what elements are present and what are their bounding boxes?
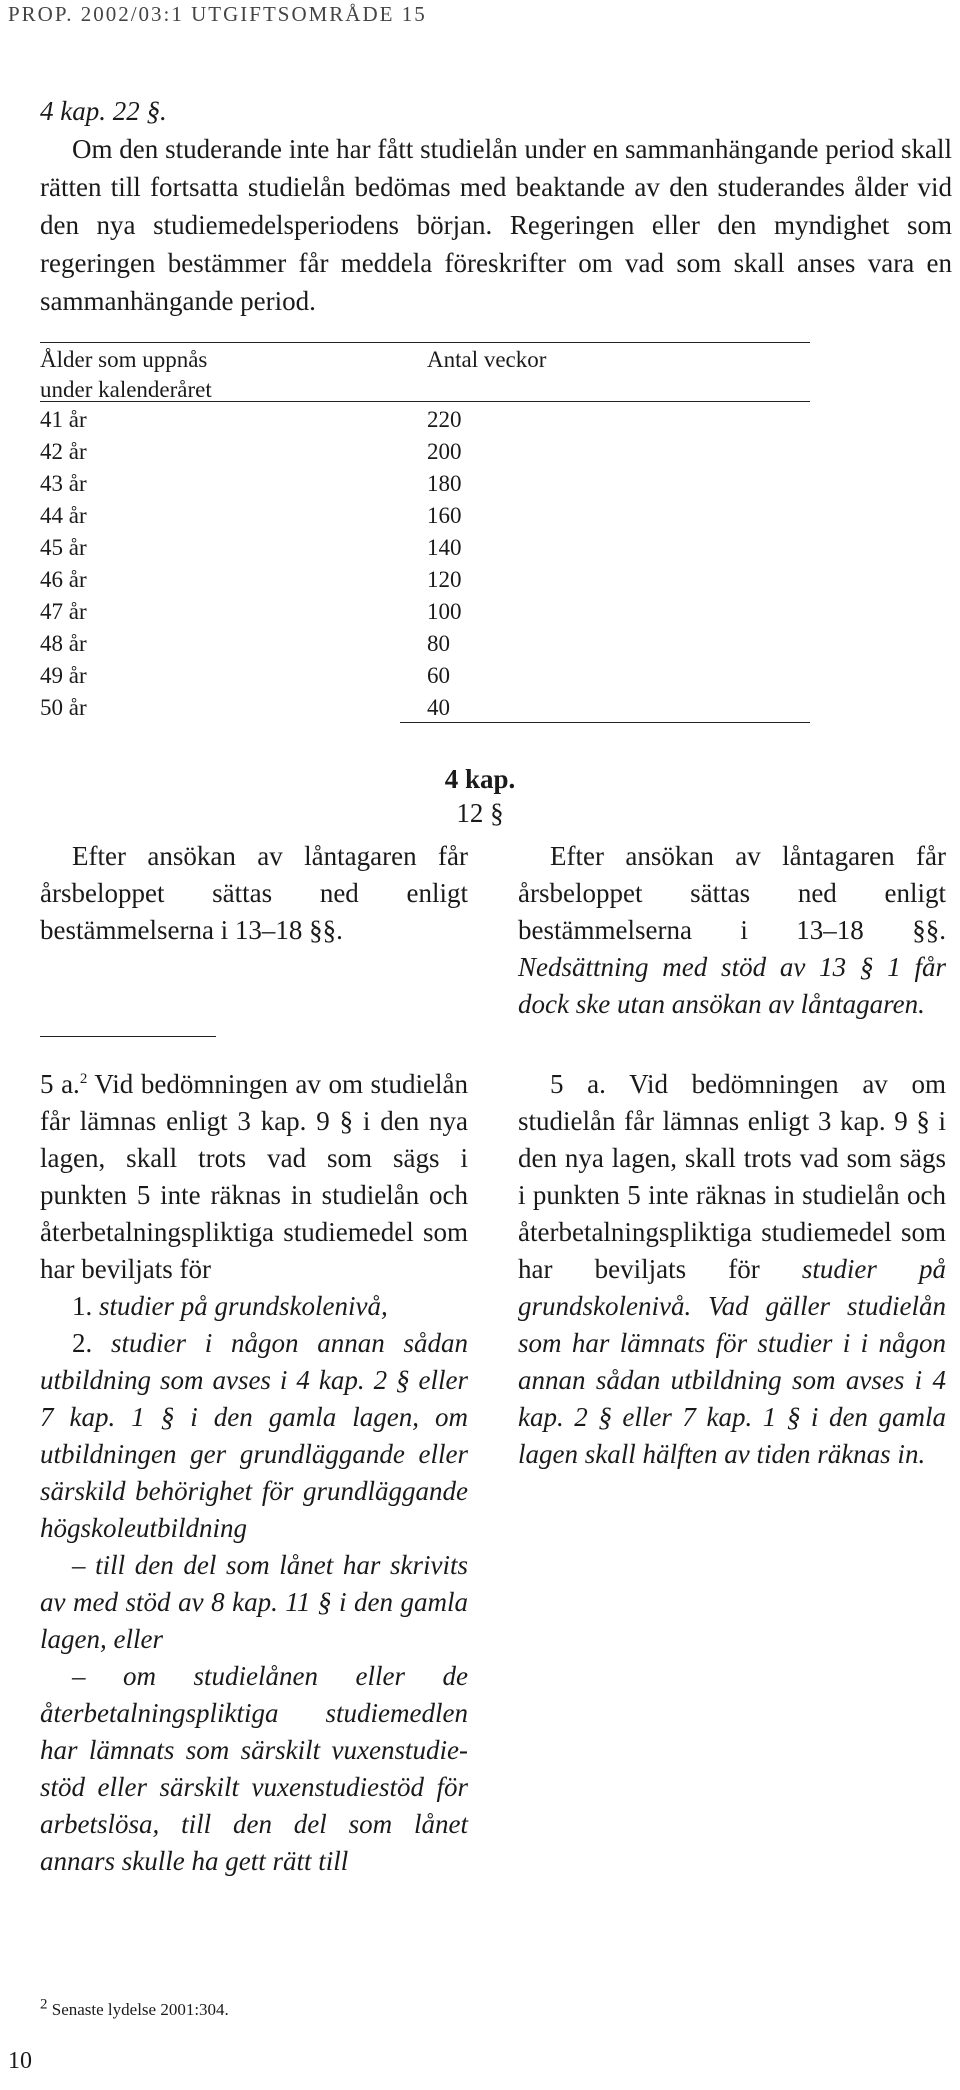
table-body [40, 407, 810, 727]
table-cell-weeks: 160 [427, 503, 462, 528]
table-cell-age: 48 år [40, 631, 87, 656]
dash-item-1: – till den del som lånet har skrivits av med stöd av 8 kap. 11 § i den gamla lagen, eller [40, 1550, 468, 1654]
table-cell-weeks: 140 [427, 535, 462, 560]
table-cell-weeks: 180 [427, 471, 462, 496]
intro-section [40, 92, 952, 320]
list-item-2: studier i någon annan sådan utbildning som avses i 4 kap. 2 § eller 7 kap. 1 § i den gamla lagen, om utbildningen ger grundläggande eller särskild behörighet för grundläggande högskoleutbildning [40, 1328, 468, 1543]
table-cell-age: 49 år [40, 663, 87, 688]
footnote-number: 2 [40, 1996, 48, 2013]
page-number: 10 [8, 2048, 32, 2074]
table-header-rule [40, 401, 810, 402]
right-p2-text: Vid bedömningen av om studielån får lämnas enligt 3 kap. 9 § i den nya lagen, skall trots vad som sägs i punkten 5 inte räknas in studielån och återbetalningspliktiga studiemedel som har beviljats för [518, 1069, 946, 1284]
running-header: PROP. 2002/03:1 UTGIFTSOMRÅDE 15 [8, 2, 427, 26]
table-cell-weeks: 60 [427, 663, 450, 688]
table-cell-age: 43 år [40, 471, 87, 496]
intro-heading: 4 kap. 22 §. [40, 96, 167, 126]
right-p1-text: Efter ansökan av låntagaren får årsbeloppet sättas ned enligt bestämmelserna i 13–18 §§. [518, 841, 946, 945]
table-bottom-rule [400, 722, 810, 723]
table-header-age-line1: Ålder som uppnås [40, 347, 208, 372]
table-cell-weeks: 80 [427, 631, 450, 656]
right-column-p2 [518, 1066, 946, 1473]
chapter-section: 12 § [456, 798, 504, 828]
table-header [40, 347, 810, 407]
left-p2-text: Vid bedömningen av om studielån får lämnas enligt 3 kap. 9 § i den nya lagen, skall trots vad som sägs i punkten 5 inte räknas in studielån och återbetalningspliktiga studiemedel som har beviljats för [40, 1069, 469, 1284]
footnote-separator [40, 1036, 216, 1037]
table-cell-age: 46 år [40, 567, 87, 592]
list-item-2-num: 2. [72, 1328, 93, 1358]
left-p2-label: 5 a. [40, 1069, 80, 1099]
chapter-title: 4 kap. [444, 764, 516, 794]
footnote-ref: 2 [79, 1071, 88, 1087]
list-item-1-num: 1. [72, 1291, 93, 1321]
right-column-p1 [518, 838, 946, 1023]
right-p2-italic: studier på grundskolenivå. Vad gäller studielån som har lämnats för studier i i någon annan sådan utbildning som avses i 4 kap. 2 § eller 7 kap. 1 § i den gamla lagen skall hälften av tiden räknas in. [518, 1254, 946, 1469]
right-p1-italic: Nedsättning med stöd av 13 § 1 får dock ske utan ansökan av låntagaren. [518, 952, 946, 1019]
footnote [40, 1996, 229, 2020]
table-header-weeks: Antal veckor [427, 347, 547, 372]
intro-paragraph: Om den studerande inte har fått studielån under en sammanhängande period skall rätten till fortsatta studielån bedömas med beaktande av den studerandes ålder vid den nya studiemedelsperiodens början. Regeringen eller den myndighet som regeringen bestämmer får meddela föreskrifter om vad som skall anses vara en sammanhängande period. [40, 134, 952, 316]
dash-item-2: – om studielånen eller de återbetalningspliktiga studiemedlen har lämnats som särskilt vuxenstudie-stöd eller särskilt vuxenstudiestöd för arbetslösa, till den del som lånet annars skulle ha gett rätt till [40, 1661, 468, 1876]
table-header-age-line2: under kalenderåret [40, 377, 212, 402]
table-cell-weeks: 100 [427, 599, 462, 624]
table-cell-age: 45 år [40, 535, 87, 560]
left-column-p2 [40, 1066, 468, 1880]
table-top-rule [40, 342, 810, 343]
right-p2-label: 5 a. [550, 1069, 606, 1099]
table-cell-age: 42 år [40, 439, 87, 464]
table-cell-weeks: 40 [427, 695, 450, 720]
footnote-text: Senaste lydelse 2001:304. [47, 2000, 229, 2019]
table-cell-weeks: 120 [427, 567, 462, 592]
left-column-p1 [40, 838, 468, 949]
table-cell-weeks: 220 [427, 407, 462, 432]
list-item-1: studier på grundskolenivå, [99, 1291, 388, 1321]
table-cell-age: 41 år [40, 407, 87, 432]
table-cell-age: 50 år [40, 695, 87, 720]
table-cell-weeks: 200 [427, 439, 462, 464]
table-cell-age: 47 år [40, 599, 87, 624]
table-cell-age: 44 år [40, 503, 87, 528]
left-p1-text: Efter ansökan av låntagaren får årsbeloppet sättas ned enligt bestämmelserna i 13–18 §§. [40, 841, 468, 945]
